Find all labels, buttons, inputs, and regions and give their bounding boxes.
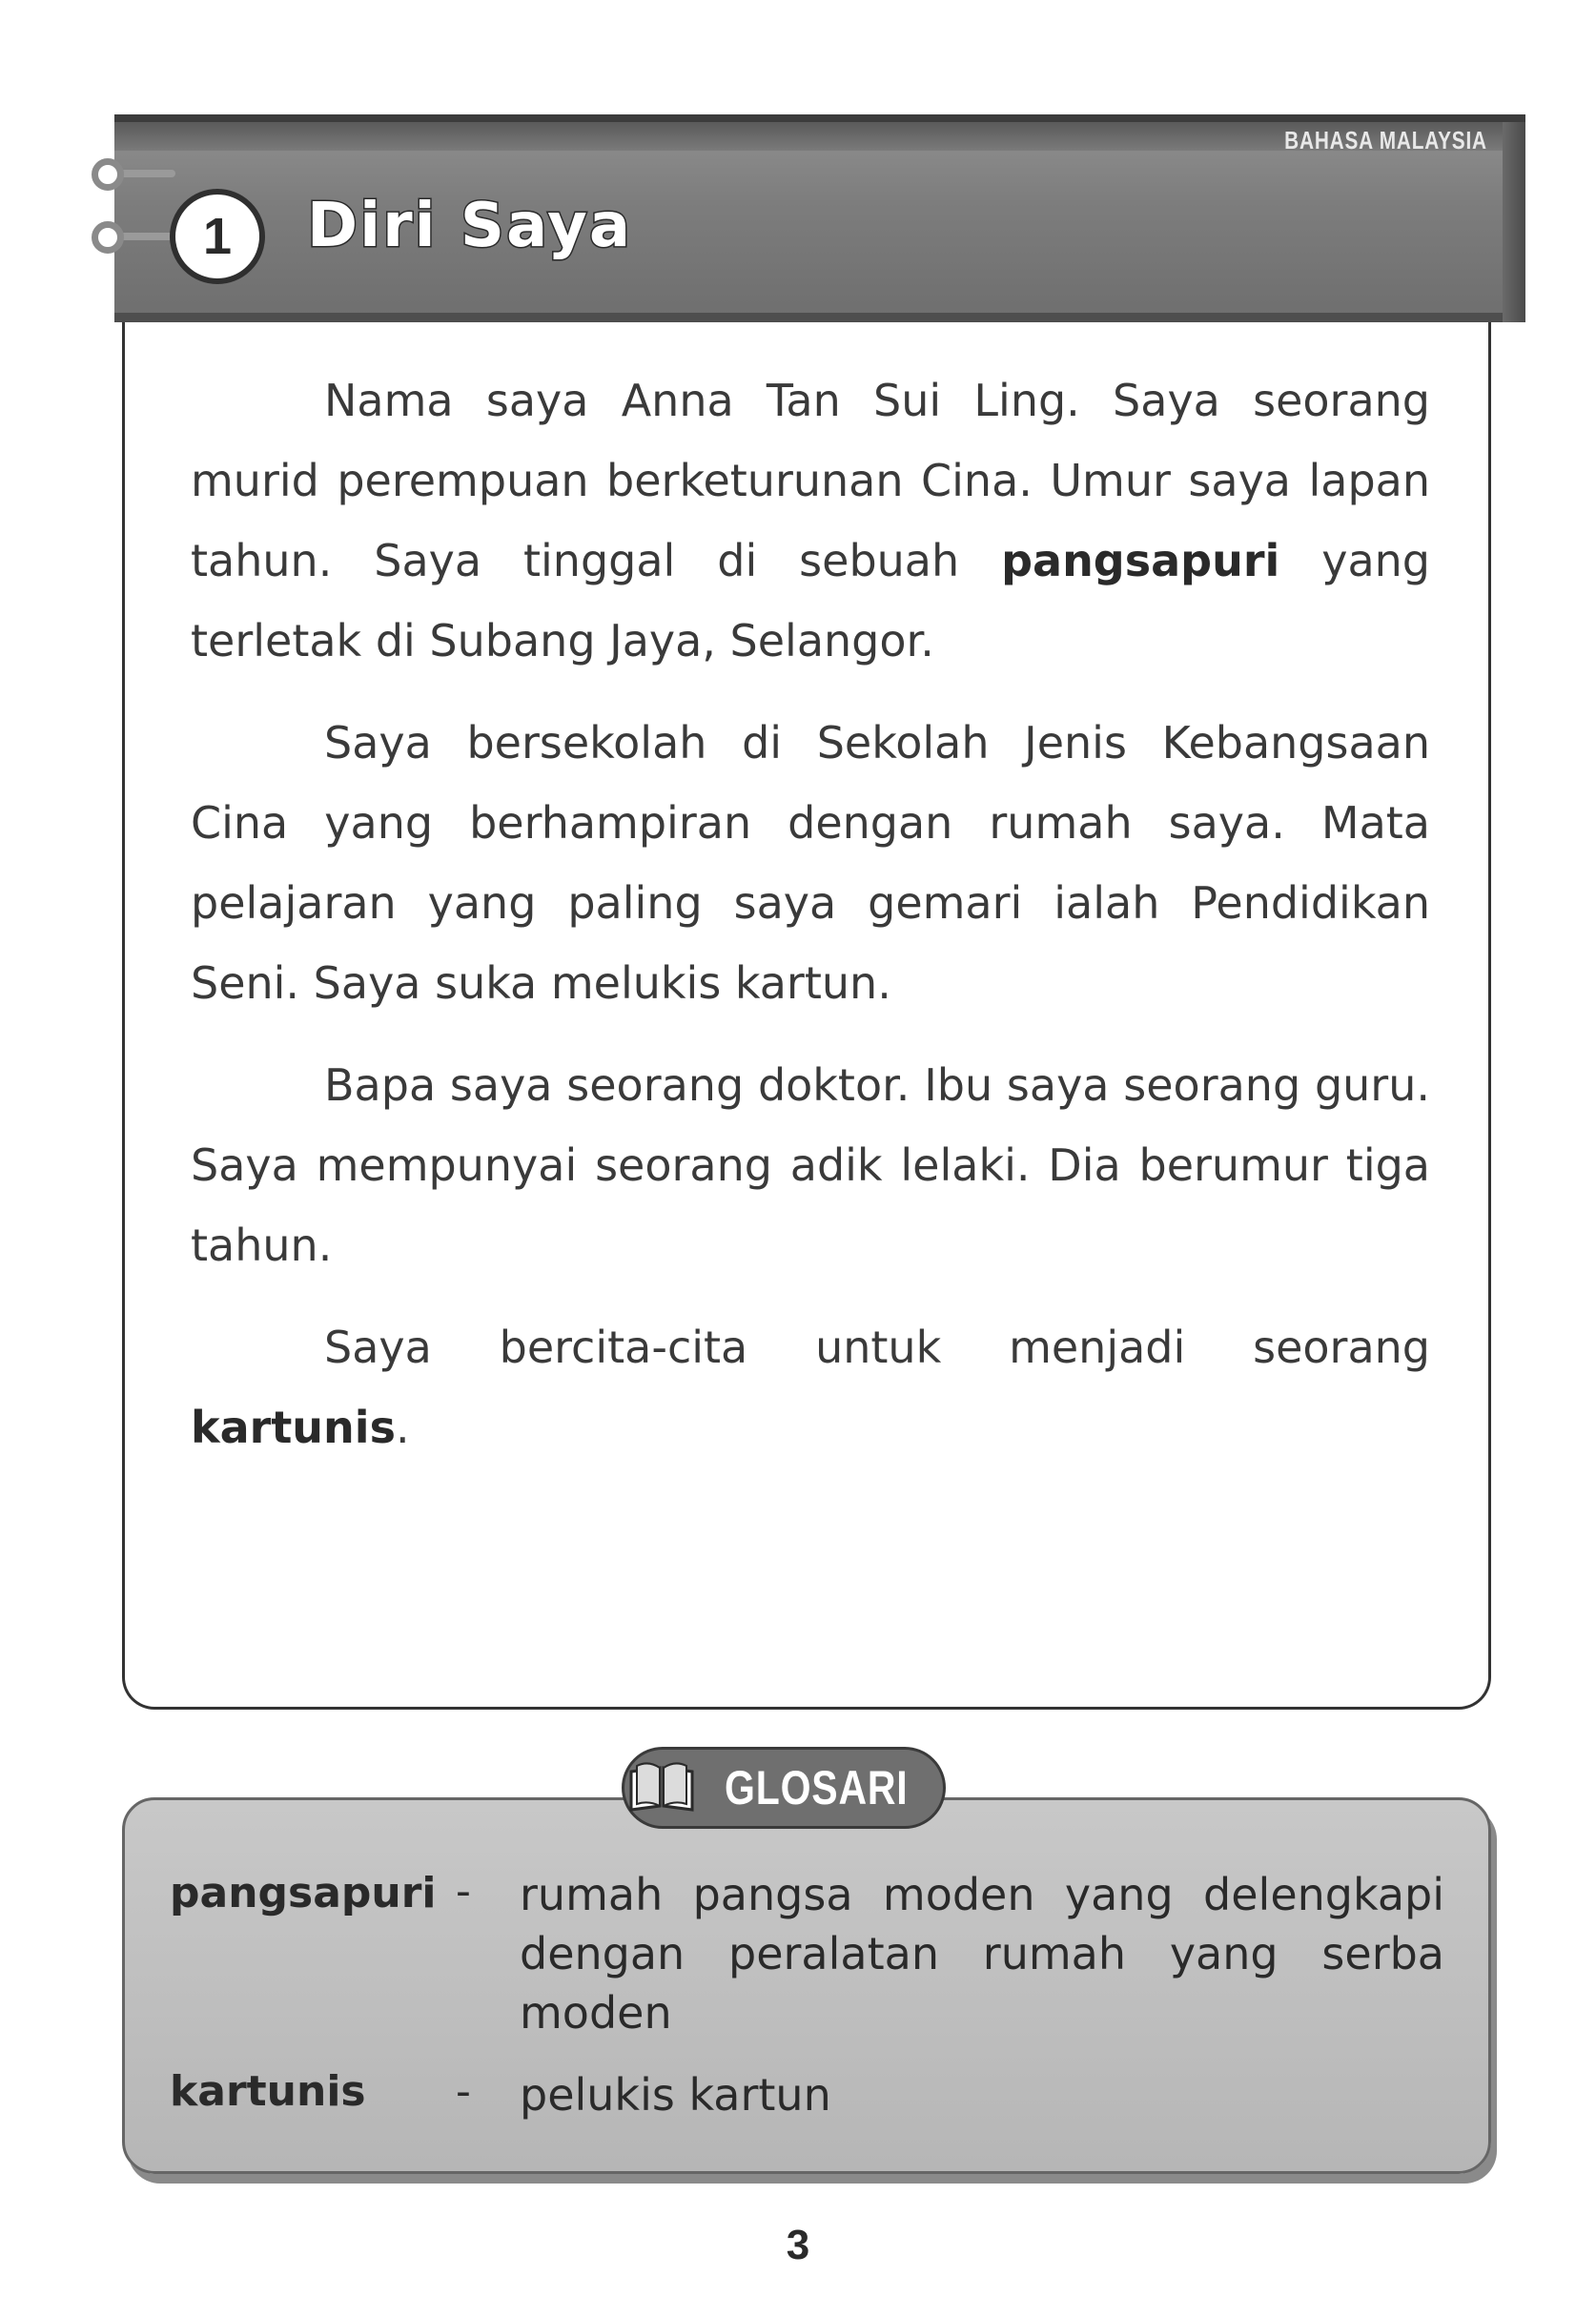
glossary-term: kartunis xyxy=(170,2067,366,2116)
glossary-definition: rumah pangsa moden yang delengkapi dengan peralatan rumah yang serba moden xyxy=(520,1869,1444,2039)
bold-term-pangsapuri: pangsapuri xyxy=(1001,535,1280,586)
unit-number-badge: 1 xyxy=(170,189,265,284)
open-book-icon xyxy=(627,1758,696,1814)
header-right-edge xyxy=(1503,122,1525,322)
glossary-term: pangsapuri xyxy=(170,1869,437,1917)
glossary-dash: - xyxy=(456,2067,471,2116)
unit-title: Diri Saya xyxy=(307,191,633,261)
binder-link-bottom xyxy=(118,233,175,240)
glossary-title: GLOSARI xyxy=(725,1761,909,1815)
header-bottom-edge xyxy=(114,313,1525,322)
bold-term-kartunis: kartunis xyxy=(191,1402,396,1453)
paragraph-2: Saya bersekolah di Sekolah Jenis Kebangsaan Cina yang berhampiran dengan rumah saya. Mata pelajaran yang paling saya gemari ialah Pendidikan Seni. Saya suka melukis kartun. xyxy=(191,717,1430,1009)
glossary-dash: - xyxy=(456,1867,471,1916)
binder-ring-icon xyxy=(92,221,124,254)
glossary-definition: pelukis kartun xyxy=(520,2069,831,2121)
binder-link-top xyxy=(118,170,175,177)
subject-label: BAHASA MALAYSIA xyxy=(1284,126,1487,154)
paragraph-4: Saya bercita-cita untuk menjadi seorang kartunis. xyxy=(191,1322,1430,1453)
page-number: 3 xyxy=(786,2222,810,2268)
binder-ring-icon xyxy=(92,158,124,191)
paragraph-3: Bapa saya seorang doktor. Ibu saya seorang guru. Saya mempunyai seorang adik lelaki. Dia berumur tiga tahun. xyxy=(191,1059,1430,1271)
paragraph-1: Nama saya Anna Tan Sui Ling. Saya seorang murid perempuan berketurunan Cina. Umur saya lapan tahun. Saya tinggal di sebuah pangsapuri yang terletak di Subang Jaya, Selangor. xyxy=(191,375,1431,666)
